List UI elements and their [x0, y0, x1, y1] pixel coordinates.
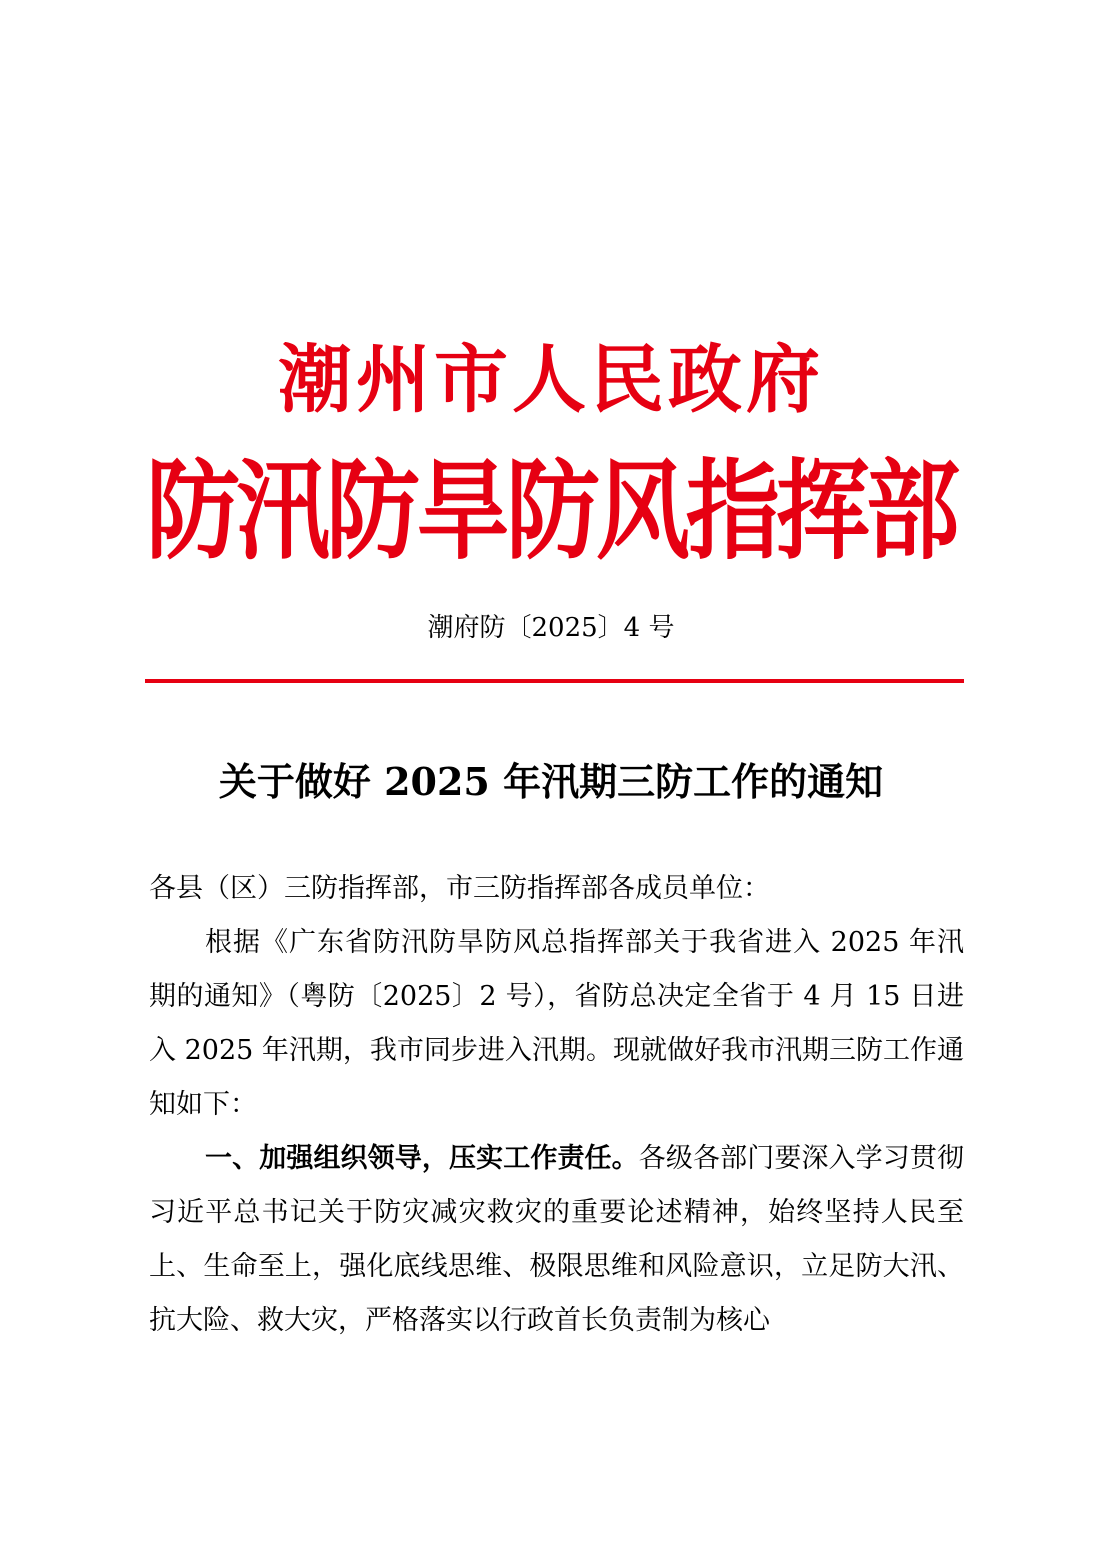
section-1-text: 各级各部门要深入学习贯彻习近平总书记关于防灾减灾救灾的重要论述精神，始终坚持人民至上、生命至上，强化底线思维、极限思维和风险意识，立足防大汛、抗大险、救大灾，严格落实以行政首长负责制为核心 — [149, 1143, 965, 1336]
issuing-authority-line2: 防汛防旱防风指挥部 — [145, 448, 956, 576]
document-body — [149, 862, 964, 1348]
document-number: 潮府防〔2025〕4 号 — [427, 613, 675, 643]
red-divider-line — [145, 679, 964, 683]
section-1-heading: 一、加强组织领导，压实工作责任。 — [205, 1143, 639, 1174]
salutation: 各县（区）三防指挥部，市三防指挥部各成员单位： — [149, 873, 770, 904]
paragraph-intro: 根据《广东省防汛防旱防风总指挥部关于我省进入 2025 年汛期的通知》（粤防〔2025〕2 号），省防总决定全省于 4 月 15 日进入 2025 年汛期，我市同步进入汛期。现就做好我市汛期三防工作通知如下： — [149, 927, 964, 1120]
paragraph-section-1 — [149, 1132, 964, 1348]
document-title: 关于做好 2025 年汛期三防工作的通知 — [218, 759, 884, 804]
issuing-authority-line1: 潮州市人民政府 — [278, 337, 824, 423]
